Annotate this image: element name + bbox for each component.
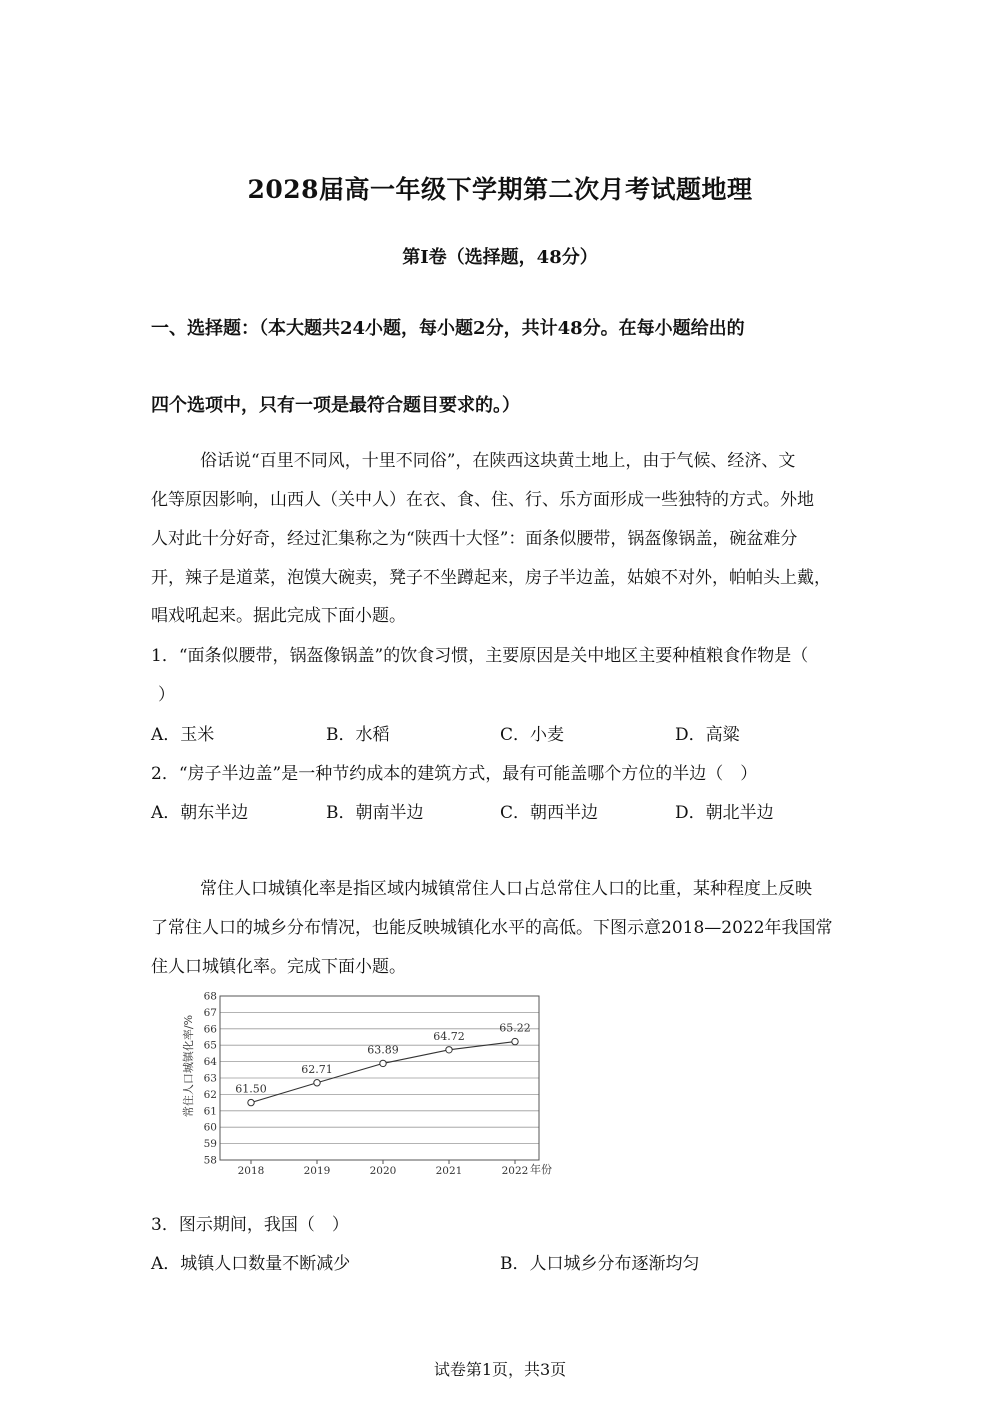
data-point (512, 1038, 518, 1044)
question-1-stem: 1．“面条似腰带，锅盔像锅盖”的饮食习惯，主要原因是关中地区主要种植粮食作物是（ (151, 646, 809, 666)
passage2-line: 常住人口城镇化率是指区域内城镇常住人口占总常住人口的比重，某种程度上反映 (200, 879, 812, 899)
q3-option-b: B．人口城乡分布逐渐均匀 (500, 1254, 700, 1274)
y-tick-label: 66 (203, 1023, 217, 1036)
passage1-line: 人对此十分好奇，经过汇集称之为“陕西十大怪”：面条似腰带，锅盔像锅盖，碗盆难分 (151, 529, 798, 549)
question-2-stem: 2．“房子半边盖”是一种节约成本的建筑方式，最有可能盖哪个方位的半边（ ） (151, 764, 758, 784)
x-tick-label: 2021 (435, 1165, 463, 1177)
x-tick-labels (238, 1165, 529, 1177)
data-label: 64.72 (433, 1029, 465, 1043)
q1-option-a: A．玉米 (151, 725, 215, 745)
q3-option-a: A．城镇人口数量不断减少 (151, 1254, 351, 1274)
y-tick-label: 59 (203, 1138, 217, 1151)
passage2-line: 住人口城镇化率。完成下面小题。 (151, 957, 406, 977)
q1-option-c: C．小麦 (500, 725, 565, 745)
y-tick-label: 64 (203, 1056, 217, 1069)
y-tick-labels (204, 991, 218, 1167)
q2-option-c: C．朝西半边 (500, 803, 599, 823)
x-tick-label: 2022 (501, 1165, 529, 1177)
section-heading-line-2: 四个选项中，只有一项是最符合题目要求的。） (151, 395, 520, 416)
data-point (314, 1080, 320, 1086)
chart-series (235, 1022, 531, 1106)
y-tick-label: 60 (203, 1121, 217, 1134)
passage1-line: 唱戏吼起来。据此完成下面小题。 (151, 606, 406, 626)
passage1-line: 化等原因影响，山西人（关中人）在衣、食、住、行、乐方面形成一些独特的方式。外地 (151, 490, 814, 510)
passage2-line: 了常住人口的城乡分布情况，也能反映城镇化水平的高低。下图示意2018—2022年我国常 (151, 918, 833, 938)
x-tick-label: 2020 (369, 1165, 397, 1177)
data-point (446, 1047, 452, 1053)
y-tick-label: 62 (203, 1088, 217, 1101)
y-tick-label: 58 (203, 1154, 217, 1167)
q1-option-d: D．高粱 (675, 725, 740, 745)
question-3-stem: 3．图示期间，我国（ ） (151, 1215, 349, 1235)
section-heading-line-1: 一、选择题：（本大题共24小题，每小题2分，共计48分。在每小题给出的 (151, 318, 745, 339)
y-tick-label: 61 (203, 1105, 217, 1118)
q2-option-d: D．朝北半边 (675, 803, 774, 823)
data-point (248, 1099, 254, 1105)
y-tick-label: 63 (203, 1072, 217, 1085)
x-axis-label: 年份 (530, 1163, 552, 1176)
data-label: 65.22 (499, 1021, 531, 1035)
data-point (380, 1060, 386, 1066)
y-tick-label: 67 (203, 1006, 217, 1019)
q2-option-a: A．朝东半边 (151, 803, 249, 823)
data-label: 62.71 (301, 1062, 333, 1076)
data-label: 61.50 (235, 1082, 267, 1096)
page-footer: 试卷第1页，共3页 (433, 1360, 567, 1379)
q2-option-b: B．朝南半边 (326, 803, 424, 823)
urbanization-line-chart (180, 988, 570, 1180)
x-tick-label: 2019 (303, 1165, 331, 1177)
page-title: 2028届高一年级下学期第二次月考试题地理 (247, 175, 753, 204)
data-label: 63.89 (367, 1043, 399, 1057)
chart-grid (220, 996, 539, 1164)
y-axis-label: 常住人口城镇化率/% (182, 1014, 195, 1118)
q1-option-b: B．水稻 (326, 725, 390, 745)
passage1-line: 开，辣子是道菜，泡馍大碗卖，凳子不坐蹲起来，房子半边盖，姑娘不对外，帕帕头上戴， (151, 568, 831, 588)
y-tick-label: 65 (203, 1039, 217, 1052)
passage1-line: 俗话说“百里不同风，十里不同俗”，在陕西这块黄土地上，由于气候、经济、文 (200, 451, 796, 471)
section-subtitle: 第I卷（选择题，48分） (402, 247, 598, 268)
x-tick-label: 2018 (237, 1165, 265, 1177)
question-1-stem-end: ） (158, 685, 175, 705)
y-tick-label: 68 (203, 990, 217, 1003)
